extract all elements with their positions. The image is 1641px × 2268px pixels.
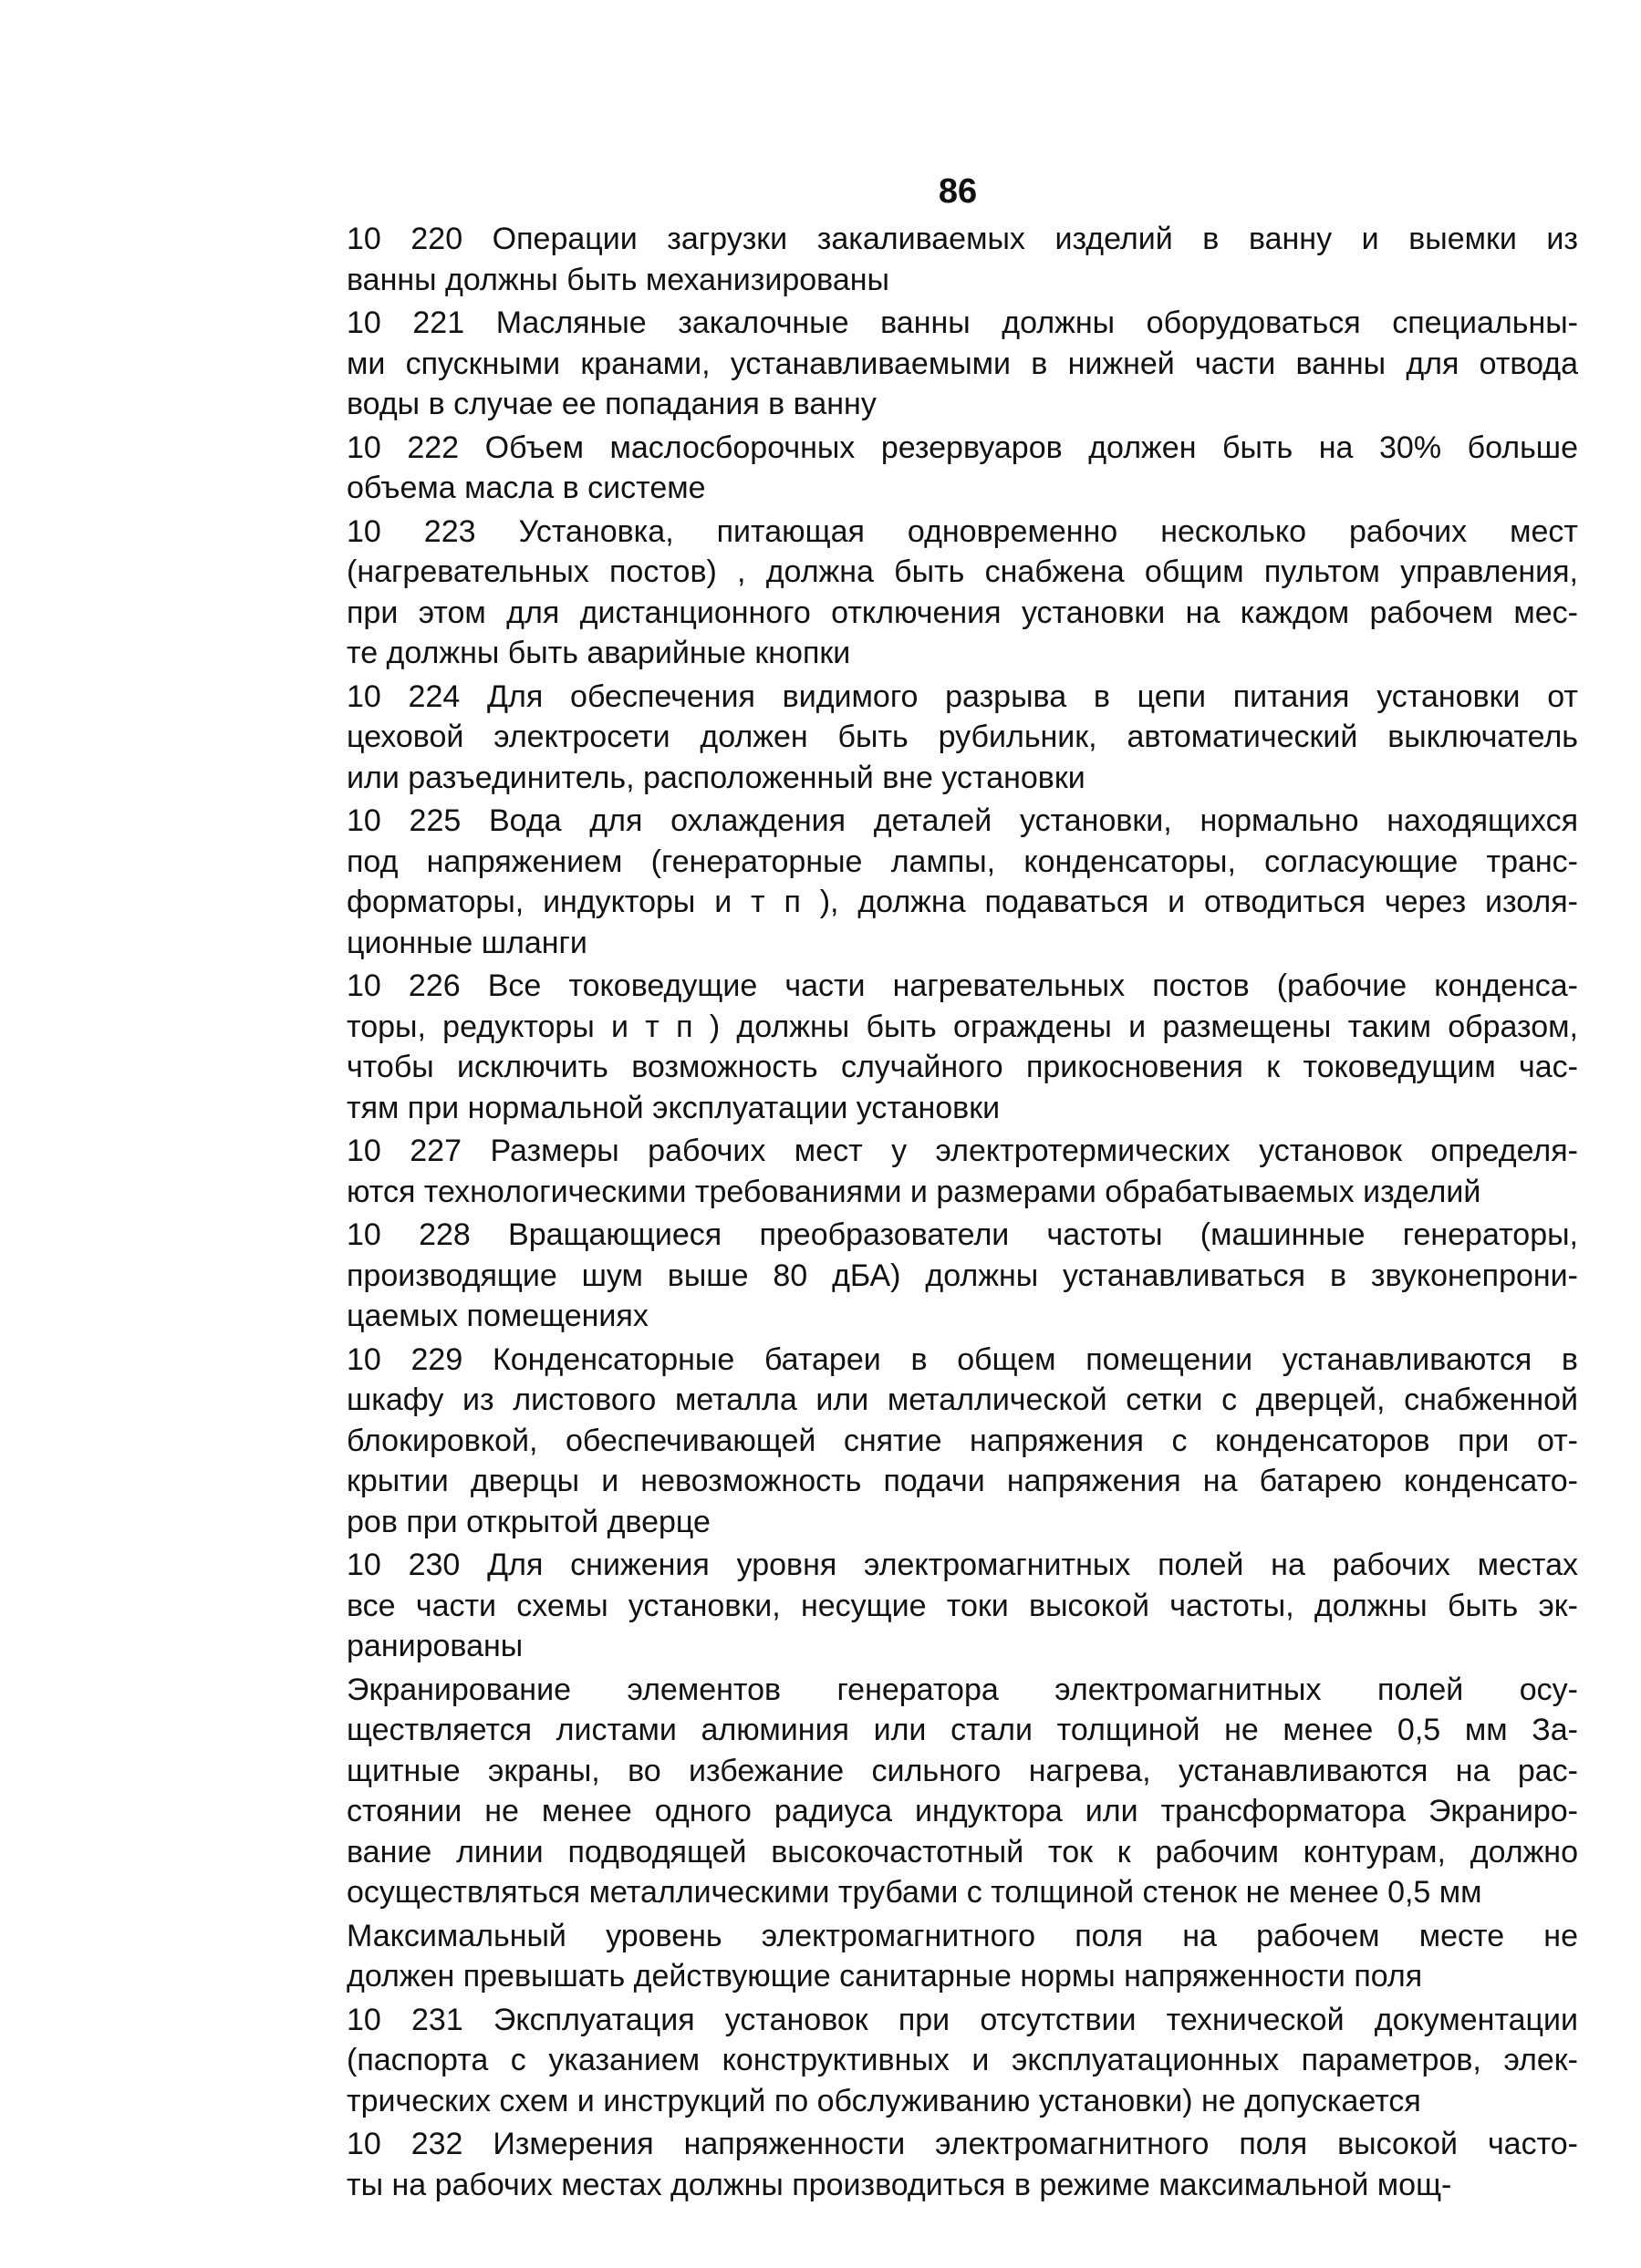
paragraph-line: при этом для дистанционного отключения установки на каждом рабочем мес- — [347, 595, 1578, 630]
paragraph-line: ются технологическими требованиями и размерами обрабатываемых изделий — [347, 1174, 1481, 1209]
paragraph-first-line: 10 225 Вода для охлаждения деталей установки, нормально находящихся — [347, 803, 1578, 838]
paragraph — [347, 2000, 1578, 2122]
paragraph-line: блокировкой, обеспечивающей снятие напряжения с конденсаторов при от- — [347, 1423, 1578, 1458]
paragraph — [347, 677, 1578, 799]
paragraph-line: ванны должны быть механизированы — [347, 262, 889, 297]
paragraph-line: форматоры, индукторы и т п ), должна подаваться и отводиться через изоля- — [347, 885, 1578, 919]
paragraph-first-line: 10 231 Эксплуатация установок при отсутствии технической документации — [347, 2002, 1578, 2037]
paragraph-line: под напряжением (генераторные лампы, конденсаторы, согласующие транс- — [347, 844, 1578, 879]
paragraph-line: торы, редукторы и т п ) должны быть ограждены и размещены таким образом, — [347, 1009, 1578, 1044]
paragraph-line: должен превышать действующие санитарные нормы напряженности поля — [347, 1959, 1423, 1994]
paragraph-first-line: 10 227 Размеры рабочих мест у электротермических установок определя- — [347, 1134, 1578, 1168]
paragraph-line: трических схем и инструкций по обслуживанию установки) не допускается — [347, 2083, 1421, 2118]
paragraph-line: цаемых помещениях — [347, 1299, 649, 1333]
paragraph-line: ми спускными кранами, устанавливаемыми в нижней части ванны для отвода — [347, 346, 1578, 381]
paragraph-first-line: 10 221 Масляные закалочные ванны должны оборудоваться специальны- — [347, 306, 1578, 340]
paragraph — [347, 512, 1578, 674]
paragraph-line: (нагревательных постов) , должна быть снабжена общим пультом управления, — [347, 554, 1578, 589]
paragraph-line: (паспорта с указанием конструктивных и эксплуатационных параметров, элек- — [347, 2043, 1578, 2077]
document-body — [347, 219, 1578, 2208]
paragraph-line: ционные шланги — [347, 925, 587, 960]
paragraph-first-line: 10 224 Для обеспечения видимого разрыва в цепи питания установки от — [347, 678, 1578, 714]
paragraph — [347, 1215, 1578, 1337]
paragraph-line: те должны быть аварийные кнопки — [347, 636, 851, 670]
paragraph-first-line: 10 228 Вращающиеся преобразователи частоты (машинные генераторы, — [347, 1217, 1578, 1252]
paragraph — [347, 2124, 1578, 2205]
paragraph — [347, 1670, 1578, 1913]
paragraph — [347, 1340, 1578, 1543]
paragraph-first-line: 10 222 Объем маслосборочных резервуаров должен быть на 30% больше — [347, 430, 1578, 465]
paragraph-first-line: 10 232 Измерения напряженности электромагнитного поля высокой часто- — [347, 2127, 1578, 2161]
paragraph-first-line: 10 220 Операции загрузки закаливаемых изделий в ванну и выемки из — [347, 222, 1578, 256]
paragraph-line: ты на рабочих местах должны производиться в режиме максимальной мощ- — [347, 2167, 1452, 2202]
paragraph-line: тям при нормальной эксплуатации установки — [347, 1090, 1001, 1125]
paragraph — [347, 303, 1578, 425]
paragraph — [347, 428, 1578, 509]
paragraph-line: все части схемы установки, несущие токи высокой частоты, должны быть эк- — [347, 1588, 1578, 1623]
paragraph-first-line: 10 229 Конденсаторные батареи в общем помещении устанавливаются в — [347, 1341, 1578, 1377]
paragraph — [347, 1131, 1578, 1212]
paragraph-line: производящие шум выше 80 дБА) должны устанавливаться в звуконепрони- — [347, 1258, 1578, 1293]
paragraph-line: цеховой электросети должен быть рубильник, автоматический выключатель — [347, 720, 1578, 754]
paragraph-line: крытии дверцы и невозможность подачи напряжения на батарею конденсато- — [347, 1464, 1578, 1498]
paragraph-first-line: Максимальный уровень электромагнитного поля на рабочем месте не — [347, 1918, 1578, 1953]
paragraph — [347, 219, 1578, 300]
paragraph-line: ров при открытой дверце — [347, 1504, 711, 1539]
paragraph-line: объема масла в системе — [347, 471, 706, 505]
paragraph-line: стоянии не менее одного радиуса индуктора или трансформатора Экраниро- — [347, 1794, 1578, 1828]
paragraph-line: вание линии подводящей высокочастотный ток к рабочим контурам, должно — [347, 1834, 1578, 1869]
paragraph-line: ранированы — [347, 1629, 524, 1663]
paragraph-line: щитные экраны, во избежание сильного нагрева, устанавливаются на рас- — [347, 1753, 1578, 1788]
paragraph-line: ществляется листами алюминия или стали толщиной не менее 0,5 мм За- — [347, 1713, 1578, 1747]
paragraph-first-line: 10 226 Все токоведущие части нагревательных постов (рабочие конденса- — [347, 968, 1578, 1003]
paragraph — [347, 966, 1578, 1128]
paragraph-first-line: 10 230 Для снижения уровня электромагнитных полей на рабочих местах — [347, 1548, 1578, 1582]
paragraph-line: или разъединитель, расположенный вне установки — [347, 760, 1085, 795]
paragraph — [347, 801, 1578, 963]
paragraph-line: воды в случае ее попадания в ванну — [347, 387, 877, 421]
paragraph — [347, 1545, 1578, 1667]
paragraph-line: осуществляться металлическими трубами с толщиной стенок не менее 0,5 мм — [347, 1875, 1482, 1910]
paragraph-first-line: Экранирование элементов генератора электромагнитных полей осу- — [347, 1672, 1578, 1707]
paragraph-first-line: 10 223 Установка, питающая одновременно несколько рабочих мест — [347, 513, 1578, 549]
paragraph — [347, 1916, 1578, 1997]
paragraph-line: шкафу из листового металла или металлической сетки с дверцей, снабженной — [347, 1383, 1578, 1417]
page-number: 86 — [938, 172, 978, 211]
paragraph-line: чтобы исключить возможность случайного прикосновения к токоведущим час- — [347, 1050, 1578, 1084]
